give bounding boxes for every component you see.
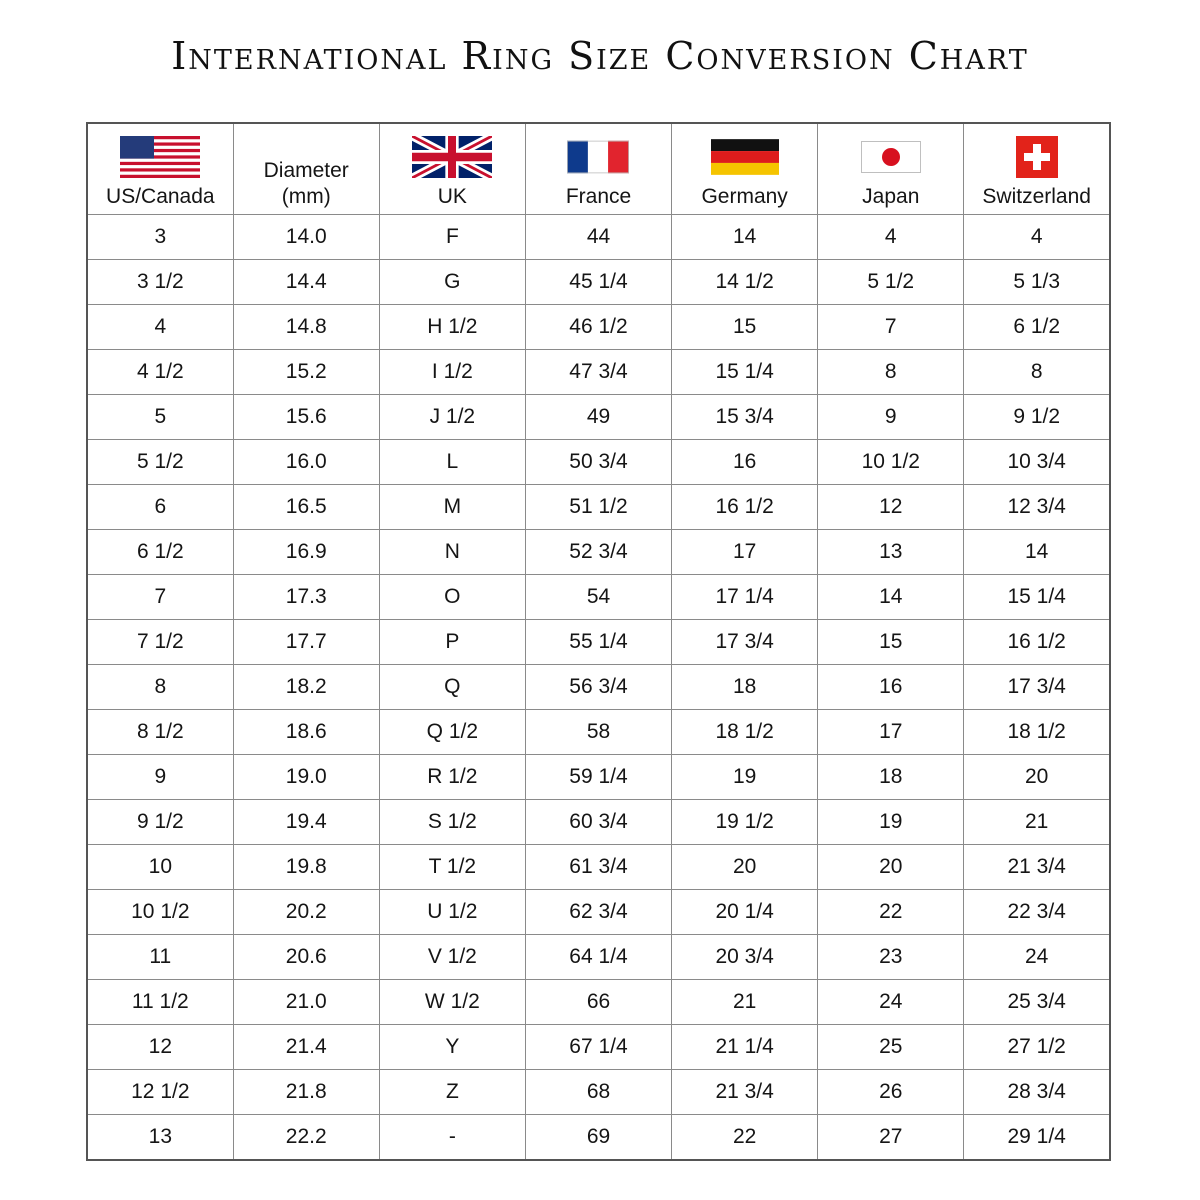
table-cell: 7 [818,305,964,350]
table-cell: 14 [818,575,964,620]
table-cell: 20 [964,755,1110,800]
table-cell: 6 1/2 [87,530,233,575]
table-row [87,485,1110,530]
column-header-diameter [233,123,379,215]
table-cell: 68 [525,1070,671,1115]
table-cell: 5 1/3 [964,260,1110,305]
table-cell: 9 1/2 [87,800,233,845]
switzerland-flag-icon [1011,136,1063,178]
table-cell: 28 3/4 [964,1070,1110,1115]
table-cell: 49 [525,395,671,440]
table-row [87,800,1110,845]
table-cell: 8 [964,350,1110,395]
table-cell: 18.2 [233,665,379,710]
table-row [87,215,1110,260]
table-cell: 9 [818,395,964,440]
table-cell: 4 [818,215,964,260]
table-cell: 55 1/4 [525,620,671,665]
table-cell: 15 1/4 [672,350,818,395]
table-cell: 51 1/2 [525,485,671,530]
table-cell: - [379,1115,525,1161]
table-cell: 19 1/2 [672,800,818,845]
table-row [87,1115,1110,1161]
table-cell: Y [379,1025,525,1070]
table-cell: 10 3/4 [964,440,1110,485]
table-cell: V 1/2 [379,935,525,980]
table-cell: 12 [818,485,964,530]
table-cell: 14.8 [233,305,379,350]
table-cell: 47 3/4 [525,350,671,395]
column-header-japan [818,123,964,215]
table-cell: 20 3/4 [672,935,818,980]
table-cell: 3 1/2 [87,260,233,305]
table-cell: 12 1/2 [87,1070,233,1115]
table-cell: 15.2 [233,350,379,395]
column-label: UK [437,185,467,208]
table-cell: 15 [672,305,818,350]
column-header-germany [672,123,818,215]
table-row [87,890,1110,935]
table-cell: 67 1/4 [525,1025,671,1070]
table-row [87,665,1110,710]
table-row [87,1070,1110,1115]
japan-flag-icon [861,136,921,178]
table-cell: 44 [525,215,671,260]
table-cell: 50 3/4 [525,440,671,485]
table-cell: 11 [87,935,233,980]
table-row [87,395,1110,440]
table-cell: 17.3 [233,575,379,620]
table-body [87,215,1110,1161]
table-cell: T 1/2 [379,845,525,890]
table-cell: 4 [87,305,233,350]
table-cell: 8 [87,665,233,710]
table-cell: 52 3/4 [525,530,671,575]
table-row [87,845,1110,890]
table-cell: 58 [525,710,671,755]
table-cell: 56 3/4 [525,665,671,710]
table-cell: 20 [818,845,964,890]
table-cell: M [379,485,525,530]
table-cell: 25 [818,1025,964,1070]
table-cell: 18 [672,665,818,710]
table-cell: 16.9 [233,530,379,575]
table-cell: 25 3/4 [964,980,1110,1025]
uk-flag-icon [412,136,492,178]
table-cell: 22 [672,1115,818,1161]
table-cell: 26 [818,1070,964,1115]
table-cell: 23 [818,935,964,980]
table-cell: 15.6 [233,395,379,440]
table-cell: 21.4 [233,1025,379,1070]
table-cell: 5 1/2 [87,440,233,485]
table-cell: 18 1/2 [964,710,1110,755]
table-cell: 13 [818,530,964,575]
table-cell: 17 [818,710,964,755]
table-cell: 21 3/4 [672,1070,818,1115]
table-row [87,575,1110,620]
table-cell: 27 [818,1115,964,1161]
column-label: Japan [862,185,920,208]
table-cell: F [379,215,525,260]
table-cell: G [379,260,525,305]
table-row [87,440,1110,485]
table-cell: Q [379,665,525,710]
table-row [87,530,1110,575]
table-cell: 19 [672,755,818,800]
table-cell: 4 [964,215,1110,260]
table-cell: 24 [964,935,1110,980]
table-cell: 20.2 [233,890,379,935]
table-cell: 6 [87,485,233,530]
table-cell: 20.6 [233,935,379,980]
table-cell: 66 [525,980,671,1025]
table-cell: O [379,575,525,620]
column-label: France [565,185,632,208]
table-cell: 24 [818,980,964,1025]
table-cell: 11 1/2 [87,980,233,1025]
table-cell: P [379,620,525,665]
table-cell: 19.8 [233,845,379,890]
table-cell: 8 [818,350,964,395]
column-header-us-canada [87,123,233,215]
table-cell: 21.8 [233,1070,379,1115]
table-cell: N [379,530,525,575]
table-cell: 7 1/2 [87,620,233,665]
column-label: Germany [701,185,788,208]
table-row [87,305,1110,350]
table-cell: 29 1/4 [964,1115,1110,1161]
table-cell: 21 3/4 [964,845,1110,890]
table-cell: 20 1/4 [672,890,818,935]
table-cell: 46 1/2 [525,305,671,350]
column-header-switzerland [964,123,1110,215]
table-row [87,350,1110,395]
table-cell: 14.0 [233,215,379,260]
table-cell: 16 [672,440,818,485]
table-cell: 10 [87,845,233,890]
table-cell: I 1/2 [379,350,525,395]
table-cell: U 1/2 [379,890,525,935]
table-row [87,710,1110,755]
table-cell: R 1/2 [379,755,525,800]
table-cell: 22.2 [233,1115,379,1161]
table-row [87,1025,1110,1070]
table-cell: 14 [672,215,818,260]
table-cell: 17 3/4 [672,620,818,665]
table-cell: 17 [672,530,818,575]
table-cell: 16 1/2 [672,485,818,530]
table-cell: 9 [87,755,233,800]
table-cell: 6 1/2 [964,305,1110,350]
table-cell: 5 [87,395,233,440]
table-cell: 61 3/4 [525,845,671,890]
ring-size-table [86,122,1111,1161]
table-cell: 7 [87,575,233,620]
table-cell: W 1/2 [379,980,525,1025]
table-cell: 22 [818,890,964,935]
table-cell: 60 3/4 [525,800,671,845]
table-cell: 10 1/2 [818,440,964,485]
table-cell: 22 3/4 [964,890,1110,935]
table-cell: 15 [818,620,964,665]
table-cell: 18 [818,755,964,800]
table-cell: 19.0 [233,755,379,800]
table-cell: 19 [818,800,964,845]
table-cell: 17.7 [233,620,379,665]
france-flag-icon [567,136,629,178]
table-row [87,260,1110,305]
table-cell: 27 1/2 [964,1025,1110,1070]
table-cell: 15 1/4 [964,575,1110,620]
germany-flag-icon [711,136,779,178]
table-cell: 17 3/4 [964,665,1110,710]
table-cell: 21 1/4 [672,1025,818,1070]
table-cell: 14 1/2 [672,260,818,305]
table-cell: J 1/2 [379,395,525,440]
table-cell: 9 1/2 [964,395,1110,440]
table-cell: 62 3/4 [525,890,671,935]
column-label: Diameter [263,159,349,182]
table-cell: 3 [87,215,233,260]
page-title: International Ring Size Conversion Chart [171,34,1029,78]
column-header-france [525,123,671,215]
table-cell: 17 1/4 [672,575,818,620]
table-cell: 16.0 [233,440,379,485]
table-header-row [87,123,1110,215]
column-unit: (mm) [281,185,331,208]
table-row [87,755,1110,800]
table-cell: 21 [672,980,818,1025]
table-cell: 12 3/4 [964,485,1110,530]
us-flag-icon [120,136,200,178]
table-cell: Z [379,1070,525,1115]
table-cell: 54 [525,575,671,620]
table-cell: 18 1/2 [672,710,818,755]
column-header-uk [379,123,525,215]
table-row [87,935,1110,980]
table-cell: 59 1/4 [525,755,671,800]
table-cell: 4 1/2 [87,350,233,395]
table-cell: 14 [964,530,1110,575]
table-cell: S 1/2 [379,800,525,845]
table-cell: 69 [525,1115,671,1161]
table-cell: L [379,440,525,485]
table-row [87,620,1110,665]
table-cell: 5 1/2 [818,260,964,305]
table-cell: 16 1/2 [964,620,1110,665]
table-cell: 14.4 [233,260,379,305]
table-cell: 12 [87,1025,233,1070]
table-cell: 13 [87,1115,233,1161]
table-cell: 18.6 [233,710,379,755]
table-cell: 21 [964,800,1110,845]
table-cell: 19.4 [233,800,379,845]
table-cell: 21.0 [233,980,379,1025]
table-cell: 8 1/2 [87,710,233,755]
table-cell: Q 1/2 [379,710,525,755]
table-cell: 16 [818,665,964,710]
column-label: US/Canada [106,185,215,208]
table-cell: 45 1/4 [525,260,671,305]
column-label: Switzerland [982,185,1091,208]
table-cell: 10 1/2 [87,890,233,935]
table-cell: 64 1/4 [525,935,671,980]
table-cell: 16.5 [233,485,379,530]
table-cell: 20 [672,845,818,890]
table-row [87,980,1110,1025]
table-cell: H 1/2 [379,305,525,350]
table-cell: 15 3/4 [672,395,818,440]
